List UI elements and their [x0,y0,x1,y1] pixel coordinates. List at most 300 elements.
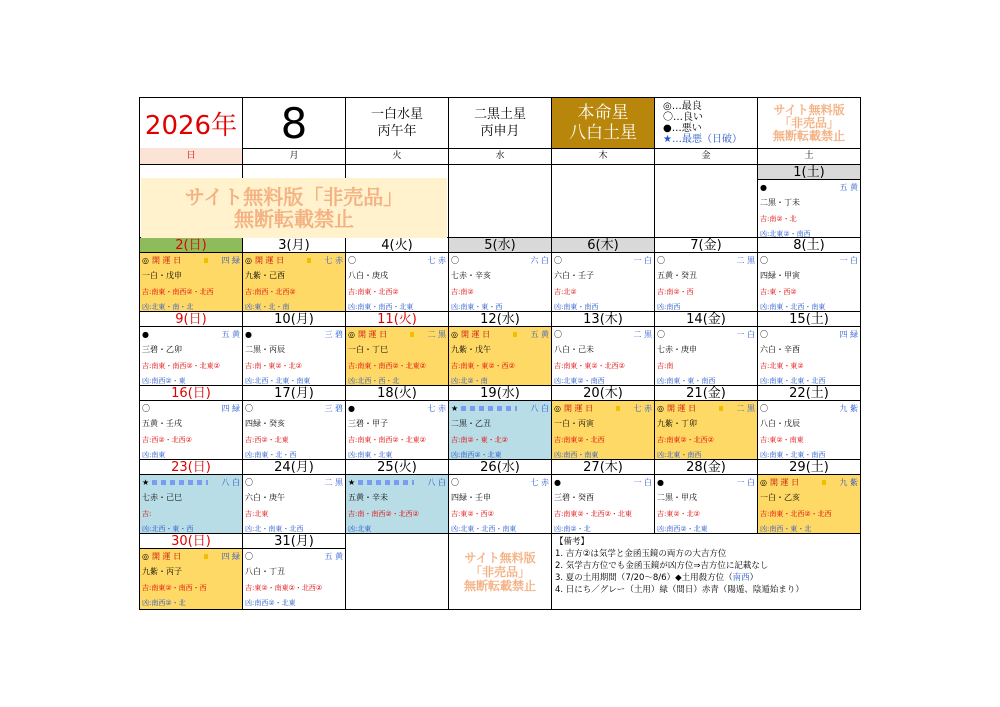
day-kanshi: 八白・庚戌 [348,271,388,280]
small-watermark-line-2: 「非売品」 [469,564,530,579]
unlucky-directions: 凶:北西・西・北 [348,377,400,385]
day-cell [655,312,758,386]
large-watermark [141,178,447,238]
day-number: 4(火) [346,238,448,253]
day-number: 27(木) [552,460,654,475]
day-number: 5(水) [449,238,551,253]
day-cell [243,534,346,609]
day-kanshi: 七赤・庚申 [657,345,697,354]
day-star: 八 白 [221,478,240,487]
notes-line: 2. 気学吉方位でも金函玉鏡が凶方位⇒吉方位に記載なし [555,561,769,571]
day-number: 15(土) [758,312,860,327]
day-kanshi: 五黄・壬戌 [142,419,182,428]
legend-bad: ●…悪い [663,123,702,134]
day-star: 四 緑 [221,404,240,413]
month-star-name: 二黒土星 [473,107,526,122]
fortune-mark: 〇 [451,478,459,487]
fortune-mark: ★ [348,478,356,487]
day-number: 12(水) [449,312,551,327]
decorative-squares [616,406,620,411]
day-status-line [554,402,652,415]
day-star: 二 黒 [633,330,652,339]
day-number: 11(火) [346,312,448,327]
day-number: 14(金) [655,312,757,327]
day-star: 一 白 [633,478,652,487]
day-cell [552,386,655,460]
unlucky-directions: 凶:南西②・北東 [657,525,708,533]
weekday-tue: 火 [346,148,449,164]
kaiun-label: 開 運 日 [667,404,697,413]
unlucky-directions: 凶:北西・東・西 [142,525,194,533]
day-number: 9(日) [140,312,242,327]
day-star: 五 黄 [221,330,240,339]
small-watermark-line-1: サイト無料版 [464,550,536,565]
fortune-mark: ◎ [657,404,664,413]
day-number: 30(日) [140,534,242,549]
day-kanshi: 三碧・癸酉 [554,493,594,502]
day-status-line [142,328,240,341]
empty-cell [346,534,449,609]
legend-worst: ★…最悪（日破） [663,134,742,145]
day-body [449,327,551,385]
notes-line [555,572,857,584]
kaiun-label: 開 運 日 [358,330,388,339]
month-star-kanshi: 丙申月 [480,124,520,139]
lucky-directions: 吉:南東・南西②・北東② [348,436,426,444]
decorative-squares [719,406,723,411]
day-star: 二 黒 [427,330,446,339]
watermark-line-3: 無断転載禁止 [772,128,845,143]
day-kanshi: 八白・丁丑 [245,567,285,576]
decorative-squares [461,406,517,411]
unlucky-directions: 凶:南東・南西 [554,303,599,311]
day-kanshi: 四緑・壬申 [451,493,491,502]
day-star: 七 赤 [427,256,446,265]
day-body [758,253,860,311]
day-status-line [245,328,343,341]
kaiun-label: 開 運 日 [564,404,594,413]
unlucky-directions: 凶:南東・北西・南東 [760,303,826,311]
lucky-directions: 吉:南西・北西② [245,288,296,296]
day-star: 二 黒 [324,478,343,487]
day-body [243,253,345,311]
day-number: 24(月) [243,460,345,475]
day-status-line [657,254,755,267]
fortune-mark: ● [348,404,355,413]
fortune-mark: 〇 [657,256,665,265]
legend-best: ◎…最良 [663,101,702,112]
unlucky-directions: 凶:南東・南西・北東 [348,303,414,311]
day-number: 18(火) [346,386,448,401]
day-cell [552,312,655,386]
day-kanshi: 三碧・乙卯 [142,345,182,354]
day-number: 22(土) [758,386,860,401]
day-body [140,253,242,311]
day-kanshi: 九紫・己酉 [245,271,285,280]
unlucky-directions: 凶:南東・北東・南西 [760,451,826,459]
unlucky-directions: 凶:北東 [348,525,372,533]
day-kanshi: 七赤・辛亥 [451,271,491,280]
notes-box [552,534,860,609]
lucky-directions: 吉:南東②・北西② [657,436,714,444]
empty-cell [552,165,655,238]
day-star: 八 白 [530,404,549,413]
lucky-directions: 吉:南 [657,362,674,370]
day-cell [449,386,552,460]
day-star: 五 黄 [530,330,549,339]
day-status-line [554,476,652,489]
day-cell [243,386,346,460]
watermark-line-1: サイト無料版 [773,102,845,117]
day-cell [140,386,243,460]
small-watermark [449,534,552,609]
weekday-sat: 土 [804,151,814,161]
day-number: 2(日) [140,238,242,253]
day-body [243,549,345,609]
day-number: 26(水) [449,460,551,475]
day-body [140,401,242,459]
fortune-mark: ◎ [348,330,355,339]
year-star-kanshi: 丙午年 [377,124,417,139]
day-body [346,253,448,311]
day-kanshi: 五黄・辛未 [348,493,388,502]
day-star: 四 緑 [839,330,858,339]
honmei-label: 本命星 [577,103,629,123]
weekday-header-row [140,148,860,165]
fortune-mark: 〇 [245,404,253,413]
watermark-line-2: 「非売品」 [778,115,839,130]
unlucky-directions: 凶:南東・東・南西 [657,377,716,385]
lucky-directions: 吉:東・西② [760,288,797,296]
day-star: 二 黒 [736,404,755,413]
lucky-directions: 吉:南東・北西②・北西 [760,510,832,518]
day-cell [758,386,860,460]
lucky-directions: 吉:南東・南西②・北東② [142,362,220,370]
day-star: 二 黒 [736,256,755,265]
day-star: 七 赤 [324,256,343,265]
day-kanshi: 一白・乙亥 [760,493,800,502]
year-title [140,98,243,148]
fortune-mark: ◎ [142,256,149,265]
day-number: 19(水) [449,386,551,401]
day-cell [655,460,758,534]
day-cell [449,312,552,386]
day-body [346,475,448,533]
lucky-directions: 吉:南東・南西②・北西 [142,288,214,296]
day-number: 8(土) [758,238,860,253]
day-cell [552,238,655,312]
unlucky-directions: 凶:東・北・南 [245,303,290,311]
fortune-mark: ● [245,330,252,339]
day-status-line [451,254,549,267]
day-star: 一 白 [736,330,755,339]
day-kanshi: 九紫・丙子 [142,567,182,576]
day-star: 七 赤 [633,404,652,413]
day-kanshi: 二黒・乙丑 [451,419,491,428]
calendar-header [140,98,860,149]
unlucky-directions: 凶:北東・南・北 [142,303,194,311]
header-watermark [758,98,860,148]
unlucky-directions: 凶:北・南東・北西 [245,525,304,533]
kaiun-label: 開 運 日 [152,552,182,561]
day-kanshi: 三碧・甲子 [348,419,388,428]
day-status-line [348,402,446,415]
unlucky-directions: 凶:南西・東・北 [760,525,812,533]
day-number: 13(木) [552,312,654,327]
day-status-line [760,402,858,415]
lucky-directions: 吉:東②・南東 [760,436,804,444]
lucky-directions: 吉:南②・西 [657,288,694,296]
day-status-line [142,550,240,563]
day-star: 六 白 [530,256,549,265]
day-cell [758,312,860,386]
day-kanshi: 六白・壬子 [554,271,594,280]
lucky-directions: 吉:南東・北西② [348,288,399,296]
day-body [552,401,654,459]
day-status-line [451,402,549,415]
unlucky-directions: 凶:南西②・北東 [245,599,296,607]
kaiun-label: 開 運 日 [461,330,491,339]
day-number: 23(日) [140,460,242,475]
lucky-directions: 吉:西②・北西② [142,436,192,444]
fortune-mark: 〇 [245,552,253,561]
day-kanshi: 八白・己未 [554,345,594,354]
fortune-mark: ◎ [245,256,252,265]
day-status-line [245,476,343,489]
unlucky-directions: 凶:南東・東・西 [451,303,503,311]
decorative-squares [152,480,208,485]
unlucky-directions: 凶:北東・北西・南東 [451,525,517,533]
day-status-line [657,402,755,415]
day-number: 25(火) [346,460,448,475]
lucky-directions: 吉:北東・東② [760,362,804,370]
lucky-directions: 吉:南・東②・北② [245,362,302,370]
day-body [758,475,860,533]
day-body [346,327,448,385]
day-status-line [760,328,858,341]
lucky-directions: 吉:南②・東・北② [451,436,508,444]
fortune-mark: ◎ [451,330,458,339]
day-kanshi: 六白・辛酉 [760,345,800,354]
day-cell [243,312,346,386]
unlucky-directions: 凶:南西 [657,303,681,311]
fortune-mark: ● [657,478,664,487]
day-number: 31(月) [243,534,345,549]
day-star: 一 白 [633,256,652,265]
day-kanshi: 二黒・甲戌 [657,493,697,502]
day-status-line [760,181,858,194]
day-body [655,327,757,385]
legend-good: 〇…良い [663,112,703,123]
notes-line-end: ） [749,573,759,583]
decorative-squares [307,258,311,263]
day-star: 一 白 [736,478,755,487]
day-kanshi: 二黒・丙辰 [245,345,285,354]
day-body [140,549,242,609]
day-cell [655,238,758,312]
day-star: 五 黄 [839,183,858,192]
small-watermark-text [449,534,551,609]
day-number: 21(金) [655,386,757,401]
day-status-line [245,550,343,563]
day-body [758,401,860,459]
day-body [346,401,448,459]
decorative-squares [204,258,208,263]
day-body [449,253,551,311]
day-kanshi: 九紫・戊午 [451,345,491,354]
day-cell [140,238,243,312]
day-kanshi: 五黄・癸丑 [657,271,697,280]
weekday-mon: 月 [243,148,346,164]
unlucky-directions: 凶:南東・北東 [348,451,393,459]
day-cell [655,386,758,460]
lucky-directions: 吉:南東②・南西・西 [142,584,207,592]
day-number: 17(月) [243,386,345,401]
lucky-directions: 吉:南東②・北西 [554,436,605,444]
day-star: 四 緑 [221,256,240,265]
day-kanshi: 八白・戊辰 [760,419,800,428]
fortune-mark: ★ [142,478,150,487]
day-star: 八 白 [427,478,446,487]
honmei-value: 八白土星 [569,123,637,143]
unlucky-directions: 凶:南東・北・西 [245,451,297,459]
fortune-mark: 〇 [760,404,768,413]
day-body [243,401,345,459]
unlucky-directions: 凶:北②・南 [451,377,488,385]
day-body [758,327,860,385]
day-number: 20(木) [552,386,654,401]
day-star: 九 紫 [839,478,858,487]
unlucky-directions: 凶:北東②・南西 [554,377,605,385]
day-kanshi: 四緑・癸亥 [245,419,285,428]
day-status-line [245,402,343,415]
day-cell [552,460,655,534]
day-status-line [760,476,858,489]
day-body [758,180,860,237]
day-star: 三 碧 [324,330,343,339]
year-label: 2026年 [144,110,238,141]
day-body [449,401,551,459]
notes-highlight: 南西 [732,573,750,583]
day-number: 6(木) [552,238,654,253]
day-number: 28(金) [655,460,757,475]
day-cell [140,534,243,609]
unlucky-directions: 凶:北東・南西 [657,451,702,459]
lucky-directions: 吉:南東・東②・北西② [554,362,625,370]
fortune-mark: ● [142,330,149,339]
lucky-directions: 吉:南・南西②・北西② [348,510,419,518]
lucky-directions: 吉:南東・東②・西② [451,362,515,370]
lucky-directions: 吉:南②・北 [760,215,797,223]
day-cell [140,460,243,534]
day-status-line [451,328,549,341]
day-status-line [554,254,652,267]
day-number: 7(金) [655,238,757,253]
lucky-directions: 吉:東②・北② [657,510,700,518]
notes-line: 1. 吉方②は気学と金函玉鏡の両方の大吉方位 [555,549,727,559]
fortune-mark: ● [554,478,561,487]
lucky-directions: 吉:東②・南東②・北西② [245,584,323,592]
notes-title: 【備考】 [555,537,590,547]
day-star: 九 紫 [839,404,858,413]
day-kanshi: 七赤・己巳 [142,493,182,502]
decorative-squares [822,480,826,485]
unlucky-directions: 凶:南西②・東 [142,377,186,385]
unlucky-directions: 凶:南②・北 [554,525,591,533]
day-cell [758,460,860,534]
calendar-sheet [139,97,861,610]
day-body [552,253,654,311]
day-body [655,401,757,459]
day-status-line [554,328,652,341]
day-kanshi: 二黒・丁未 [760,198,800,207]
day-status-line [657,476,755,489]
large-watermark-line-2: 無断転載禁止 [234,207,354,231]
unlucky-directions: 凶:北西・北東・南東 [245,377,311,385]
empty-cell [449,165,552,238]
fortune-mark: ● [760,183,767,192]
weekday-fri: 金 [655,148,758,164]
day-body [552,327,654,385]
weekday-sun: 日 [140,148,243,164]
day-number: 3(月) [243,238,345,253]
fortune-mark: 〇 [760,330,768,339]
fortune-mark: 〇 [451,256,459,265]
lucky-directions: 吉:南② [451,288,474,296]
weekday-thu: 木 [552,148,655,164]
day-cell [449,238,552,312]
day-cell [346,386,449,460]
day-cell [758,238,860,312]
day-body [552,475,654,533]
day-number: 29(土) [758,460,860,475]
day-star: 五 黄 [324,552,343,561]
honmei-star [552,98,655,148]
decorative-squares [410,332,414,337]
unlucky-directions: 凶:南西②・北 [142,599,186,607]
day-kanshi: 四緑・甲寅 [760,271,800,280]
day-status-line [348,254,446,267]
fortune-mark: 〇 [554,330,562,339]
day-body [140,475,242,533]
weekday-wed: 水 [449,148,552,164]
day-status-line [348,476,446,489]
day-body [655,475,757,533]
day-status-line [348,328,446,341]
day-cell [449,460,552,534]
day-body [140,327,242,385]
large-watermark-line-1: サイト無料版「非売品」 [184,185,404,209]
unlucky-directions: 凶:南東・北東・北西 [760,377,826,385]
kaiun-label: 開 運 日 [255,256,285,265]
fortune-mark: 〇 [348,256,356,265]
day-star: 七 赤 [427,404,446,413]
day-kanshi: 一白・戊申 [142,271,182,280]
day-status-line [142,254,240,267]
lucky-directions: 吉:東②・西② [451,510,494,518]
day-number: 10(月) [243,312,345,327]
day-kanshi: 六白・庚午 [245,493,285,502]
lucky-directions: 吉:北② [554,288,577,296]
decorative-squares [513,332,517,337]
lucky-directions: 吉:北東 [245,510,269,518]
day-star: 四 緑 [221,552,240,561]
kaiun-label: 開 運 日 [770,478,800,487]
day-cell [346,460,449,534]
day-star: 七 赤 [530,478,549,487]
fortune-mark: 〇 [760,256,768,265]
day-star: 三 碧 [324,404,343,413]
